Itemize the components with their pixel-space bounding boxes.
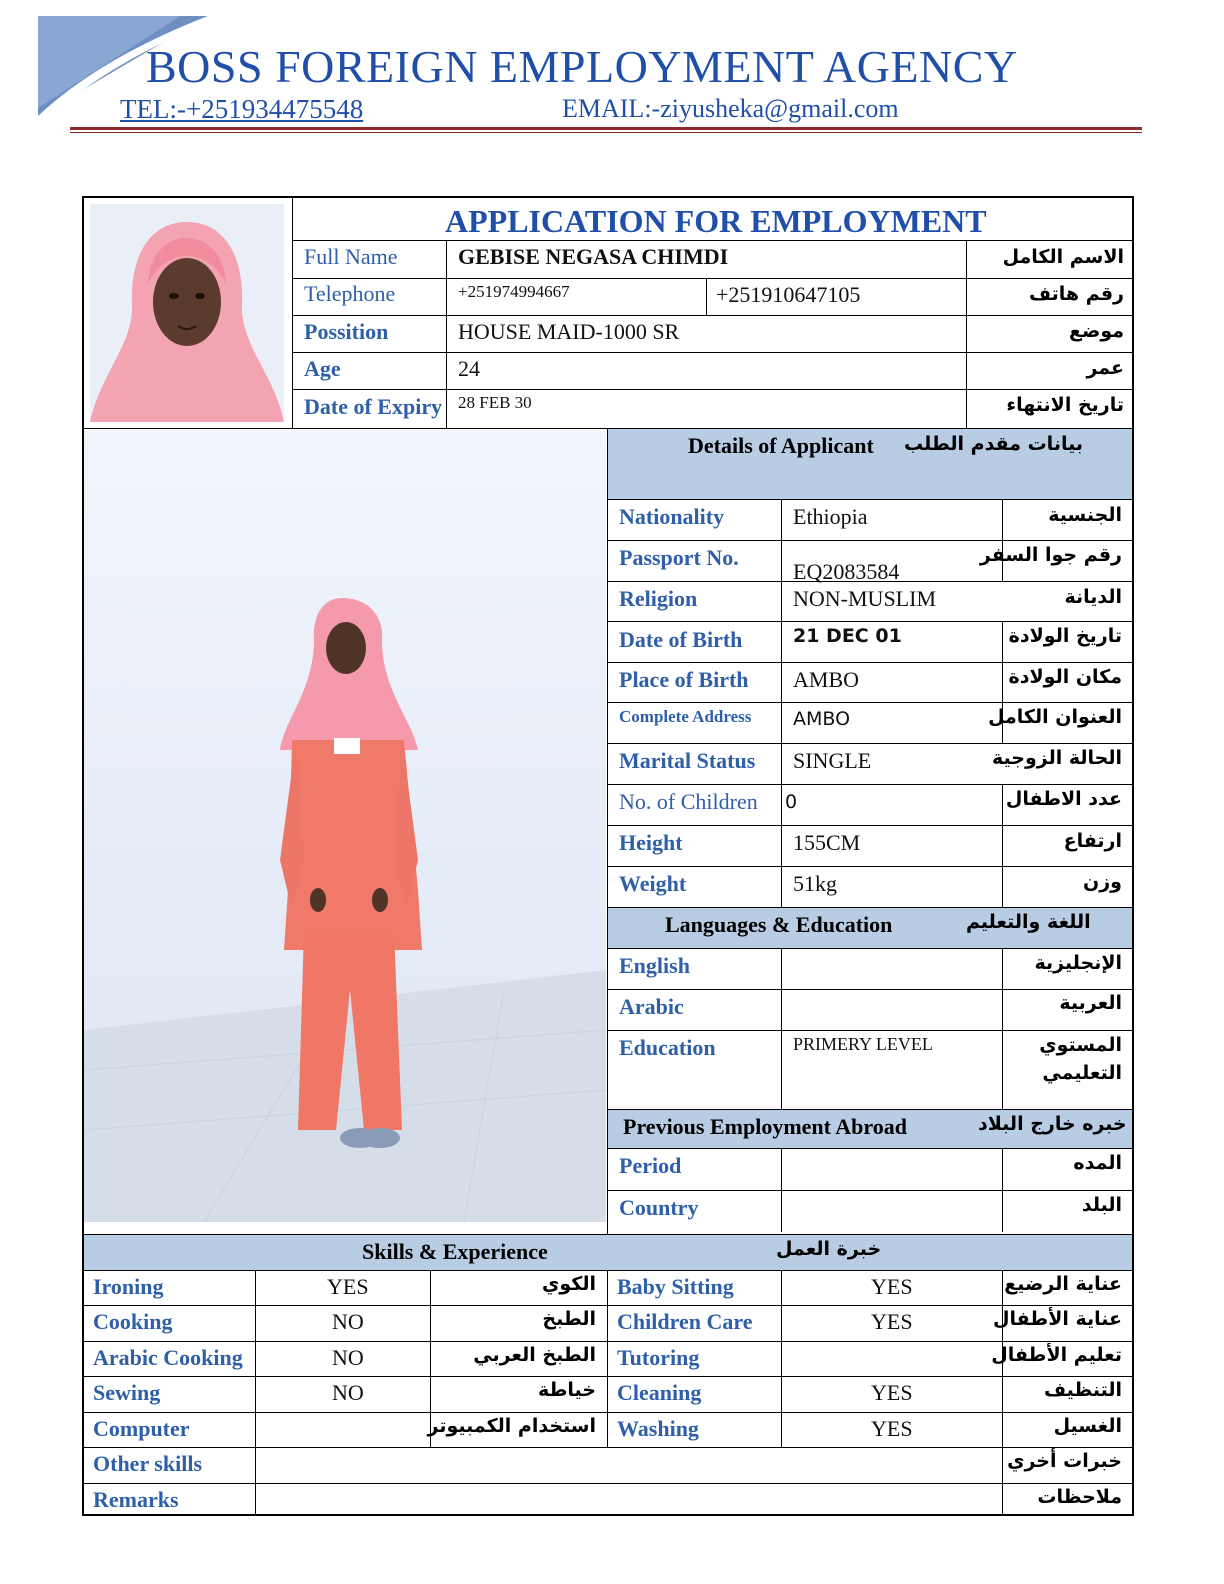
- divider: [608, 1148, 1134, 1149]
- position-label-ar: موضع: [1068, 320, 1124, 342]
- applicant-portrait-photo: [90, 204, 284, 422]
- skills-title: Skills & Experience: [362, 1239, 548, 1264]
- divider: [608, 784, 1134, 785]
- skill-computer-ar: استخدام الكمبيوتر: [427, 1415, 596, 1437]
- divider: [292, 315, 1134, 316]
- skill-tutoring-ar: تعليم الأطفال: [991, 1344, 1122, 1366]
- skill-baby-sitting-value: YES: [871, 1274, 913, 1299]
- divider: [1002, 1270, 1003, 1516]
- divider: [82, 1483, 1134, 1484]
- skill-cooking-label: Cooking: [93, 1309, 173, 1334]
- nationality-label: Nationality: [619, 504, 725, 529]
- languages-title: Languages & Education: [665, 912, 893, 937]
- age-label: Age: [304, 356, 341, 381]
- expiry-label-ar: تاريخ الانتهاء: [1006, 394, 1124, 416]
- skill-baby-sitting-label: Baby Sitting: [617, 1274, 734, 1299]
- skill-baby-sitting-ar: عناية الرضيع: [1004, 1273, 1122, 1295]
- details-title: Details of Applicant: [688, 433, 874, 458]
- skill-cleaning-value: YES: [871, 1380, 913, 1405]
- divider: [82, 1447, 1134, 1448]
- remarks-ar: ملاحظات: [1037, 1486, 1122, 1508]
- skill-sewing-label: Sewing: [93, 1380, 161, 1405]
- age-label-ar: عمر: [1086, 357, 1124, 379]
- passport-label-ar: رقم جوا السفر: [979, 544, 1122, 566]
- skill-children-care-ar: عناية الأطفال: [993, 1308, 1122, 1330]
- divider: [608, 702, 1134, 703]
- full-name-label: Full Name: [304, 244, 398, 269]
- form-title: APPLICATION FOR EMPLOYMENT: [445, 203, 987, 239]
- divider: [781, 948, 782, 1109]
- skill-washing-ar: الغسيل: [1053, 1415, 1122, 1437]
- divider: [608, 866, 1134, 867]
- divider: [608, 662, 1134, 663]
- letterhead-rule: [70, 127, 1142, 130]
- english-label-ar: الإنجليزية: [1034, 952, 1122, 974]
- divider: [608, 743, 1134, 744]
- skills-title-ar: خبرة العمل: [776, 1238, 882, 1260]
- letterhead-rule-thin: [70, 132, 1142, 133]
- children-value: 0: [785, 791, 798, 813]
- languages-title-ar: اللغة والتعليم: [966, 911, 1091, 933]
- divider: [82, 1305, 1134, 1306]
- divider: [608, 825, 1134, 826]
- dob-label: Date of Birth: [619, 627, 743, 652]
- agency-email[interactable]: EMAIL:-ziyusheka@gmail.com: [562, 94, 899, 123]
- weight-label: Weight: [619, 871, 687, 896]
- skill-children-care-value: YES: [871, 1309, 913, 1334]
- divider: [292, 240, 1134, 241]
- divider: [255, 1270, 256, 1516]
- skill-ironing-label: Ironing: [93, 1274, 164, 1299]
- skill-sewing-ar: خياطة: [537, 1379, 596, 1401]
- divider: [608, 1030, 1134, 1031]
- arabic-label: Arabic: [619, 994, 684, 1019]
- skill-washing-value: YES: [871, 1416, 913, 1441]
- divider: [292, 196, 293, 428]
- agency-telephone[interactable]: TEL:-+251934475548: [120, 94, 364, 124]
- divider: [82, 1341, 1134, 1342]
- religion-label-ar: الديانة: [1064, 586, 1122, 608]
- divider: [608, 948, 1134, 949]
- other-skills-ar: خبرات أخري: [1007, 1450, 1122, 1472]
- period-label: Period: [619, 1153, 682, 1178]
- expiry-value: 28 FEB 30: [458, 393, 532, 412]
- divider: [607, 1270, 608, 1447]
- marital-label: Marital Status: [619, 748, 756, 773]
- full-name-value: GEBISE NEGASA CHIMDI: [458, 244, 729, 269]
- divider: [781, 1270, 782, 1447]
- position-value: HOUSE MAID-1000 SR: [458, 319, 680, 344]
- telephone-value-2: +251910647105: [716, 282, 861, 307]
- nationality-label-ar: الجنسية: [1048, 504, 1122, 526]
- dob-value: 21 DEC 01: [793, 625, 902, 647]
- expiry-label: Date of Expiry: [304, 394, 443, 419]
- education-label-ar: المستوي: [1039, 1034, 1122, 1056]
- education-label-ar-2: التعليمي: [1042, 1062, 1122, 1084]
- pob-label: Place of Birth: [619, 667, 749, 692]
- skill-arabic-cooking-ar: الطبخ العربي: [473, 1344, 596, 1366]
- divider: [1002, 621, 1003, 703]
- religion-value: NON-MUSLIM: [793, 586, 936, 611]
- divider: [292, 278, 1134, 279]
- country-label-ar: البلد: [1081, 1194, 1122, 1216]
- skills-section-header: [84, 1235, 1132, 1270]
- marital-value: SINGLE: [793, 748, 872, 773]
- skill-arabic-cooking-value: NO: [332, 1345, 364, 1370]
- dob-label-ar: تاريخ الولادة: [1008, 625, 1122, 647]
- education-label: Education: [619, 1035, 716, 1060]
- nationality-value: Ethiopia: [793, 504, 868, 529]
- pob-label-ar: مكان الولادة: [1008, 666, 1122, 688]
- divider: [1002, 948, 1003, 1109]
- skill-sewing-value: NO: [332, 1380, 364, 1405]
- height-value: 155CM: [793, 830, 861, 855]
- address-label-ar: العنوان الكامل: [988, 706, 1122, 728]
- divider: [966, 240, 967, 428]
- education-value: PRIMERY LEVEL: [793, 1034, 933, 1054]
- applicant-full-photo: [84, 430, 606, 1222]
- skill-ironing-ar: الكوي: [541, 1273, 596, 1295]
- divider: [781, 1148, 782, 1232]
- skill-ironing-value: YES: [327, 1274, 369, 1299]
- divider: [82, 1412, 1134, 1413]
- divider: [1002, 499, 1003, 582]
- previous-title: Previous Employment Abroad: [623, 1114, 907, 1139]
- divider: [608, 989, 1134, 990]
- skill-washing-label: Washing: [617, 1416, 699, 1441]
- divider: [608, 621, 1134, 622]
- divider: [446, 240, 447, 428]
- previous-title-ar: خبره خارج البلاد: [978, 1113, 1127, 1135]
- full-body-illustration: [84, 430, 606, 1222]
- skill-cleaning-label: Cleaning: [617, 1380, 702, 1405]
- height-label-ar: ارتفاع: [1063, 830, 1122, 852]
- children-label: No. of Children: [619, 789, 758, 814]
- pob-value: AMBO: [793, 667, 860, 692]
- arabic-label-ar: العربية: [1059, 992, 1122, 1014]
- weight-value: 51kg: [793, 871, 837, 896]
- other-skills-label: Other skills: [93, 1451, 203, 1476]
- skill-computer-label: Computer: [93, 1416, 190, 1441]
- marital-label-ar: الحالة الزوجية: [992, 747, 1122, 769]
- skill-tutoring-label: Tutoring: [617, 1345, 700, 1370]
- divider: [1002, 1148, 1003, 1232]
- children-label-ar: عدد الاطفال: [1005, 788, 1122, 810]
- portrait-illustration: [90, 204, 284, 422]
- skill-cleaning-ar: التنظيف: [1043, 1379, 1122, 1401]
- telephone-label-ar: رقم هاتف: [1029, 283, 1124, 305]
- divider: [292, 389, 1134, 390]
- divider: [706, 278, 707, 315]
- remarks-label: Remarks: [93, 1487, 179, 1512]
- agency-name: BOSS FOREIGN EMPLOYMENT AGENCY: [146, 41, 1018, 92]
- position-label: Possition: [304, 319, 389, 344]
- height-label: Height: [619, 830, 683, 855]
- address-value: AMBO: [793, 708, 851, 730]
- skill-arabic-cooking-label: Arabic Cooking: [93, 1345, 243, 1370]
- details-title-ar: بيانات مقدم الطلب: [904, 433, 1083, 455]
- english-label: English: [619, 953, 690, 978]
- country-label: Country: [619, 1195, 699, 1220]
- divider: [82, 1376, 1134, 1377]
- age-value: 24: [458, 356, 480, 381]
- skill-cooking-ar: الطبخ: [542, 1308, 596, 1330]
- telephone-value-1: +251974994667: [458, 282, 570, 301]
- divider: [1002, 784, 1003, 907]
- divider: [608, 1190, 1134, 1191]
- period-label-ar: المده: [1073, 1152, 1122, 1174]
- religion-label: Religion: [619, 586, 698, 611]
- divider: [608, 540, 1134, 541]
- address-label: Complete Address: [619, 707, 752, 726]
- full-name-label-ar: الاسم الكامل: [1002, 246, 1124, 268]
- divider: [781, 499, 782, 907]
- weight-label-ar: وزن: [1083, 871, 1122, 893]
- divider: [292, 352, 1134, 353]
- divider: [82, 1270, 1134, 1271]
- passport-label: Passport No.: [619, 545, 739, 570]
- telephone-label: Telephone: [304, 281, 396, 306]
- skill-children-care-label: Children Care: [617, 1309, 753, 1334]
- passport-value: EQ2083584: [793, 559, 900, 584]
- divider: [608, 499, 1134, 500]
- skill-cooking-value: NO: [332, 1309, 364, 1334]
